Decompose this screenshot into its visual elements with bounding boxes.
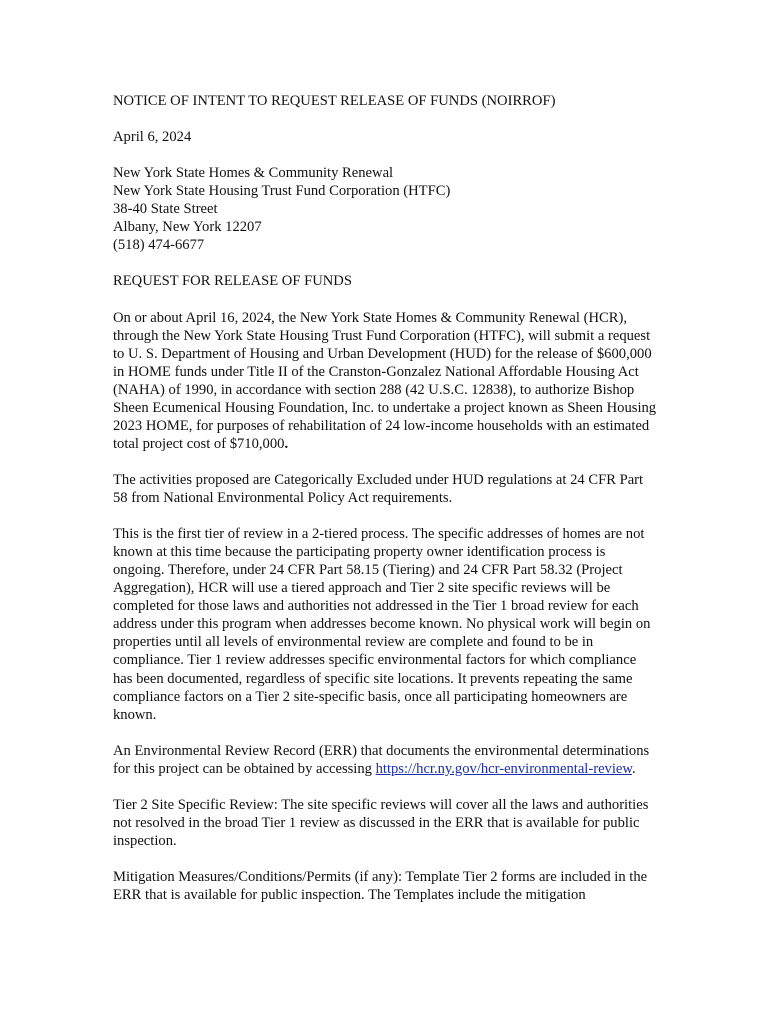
paragraph-err-text: An Environmental Review Record (ERR) that documents the environmental determinations for this project can be obtained by accessing [113, 742, 650, 777]
notice-date: April 6, 2024 [113, 129, 192, 146]
paragraph-request-details [113, 309, 658, 453]
paragraph-categorical-exclusion: The activities proposed are Categorically Excluded under HUD regulations at 24 CFR Part 58 from National Environmental Policy Act requirements. [113, 471, 644, 507]
section-heading-request-release: REQUEST FOR RELEASE OF FUNDS [113, 273, 352, 290]
address-line-phone: (518) 474-6677 [113, 237, 205, 254]
notice-document [113, 92, 658, 922]
notice-title: NOTICE OF INTENT TO REQUEST RELEASE OF FUNDS (NOIRROF) [113, 93, 556, 109]
address-line-city: Albany, New York 12207 [113, 219, 262, 236]
paragraph-err-access [113, 742, 658, 778]
address-line-corporation: New York State Housing Trust Fund Corporation (HTFC) [113, 183, 451, 200]
paragraph-tiered-review: This is the first tier of review in a 2-tiered process. The specific addresses of homes are not known at this time because the participating property owner identification process is ongoing. Therefore, under 24 CFR Part 58.15 (Tiering) and 24 CFR Part 58.32 (Project Aggregation), HCR will use a tiered approach and Tier 2 site specific reviews will be completed for those laws and authorities not addressed in the Tier 1 broad review for each address under this program when addresses become known. No physical work will begin on properties until all levels of environmental review are complete and found to be in compliance. Tier 1 review addresses specific environmental factors for which compliance has been documented, regardless of specific site locations. It prevents repeating the same compliance factors on a Tier 2 site-specific basis, once all participating homeowners are known. [113, 526, 651, 723]
address-line-agency: New York State Homes & Community Renewal [113, 165, 394, 182]
paragraph-request-text: On or about April 16, 2024, the New York State Homes & Community Renewal (HCR), through the New York State Housing Trust Fund Corporation (HTFC), will submit a request to U. S. Department of Housing and Urban Development (HUD) for the release of $600,000 in HOME funds under Title II of the Cranston-Gonzalez National Affordable Housing Act (NAHA) of 1990, in accordance with section 288 (42 U.S.C. 12838), to authorize Bishop Sheen Ecumenical Housing Foundation, Inc. to undertake a project known as Sheen Housing 2023 HOME, for purposes of rehabilitation of 24 low-income households with an estimated total project cost of $710,000 [113, 309, 657, 452]
paragraph-err-period: . [631, 760, 636, 777]
paragraph-mitigation: Mitigation Measures/Conditions/Permits (if any): Template Tier 2 forms are included in the ERR that is available for public inspection. The Templates include the mitigation [113, 869, 648, 904]
address-line-street: 38-40 State Street [113, 201, 218, 218]
sender-address [113, 164, 658, 254]
paragraph-request-period: . [284, 435, 289, 452]
paragraph-tier2-review: Tier 2 Site Specific Review: The site specific reviews will cover all the laws and authorities not resolved in the broad Tier 1 review as discussed in the ERR that is available for public inspection. [113, 796, 649, 849]
err-link[interactable]: https://hcr.ny.gov/hcr-environmental-review [375, 760, 632, 777]
